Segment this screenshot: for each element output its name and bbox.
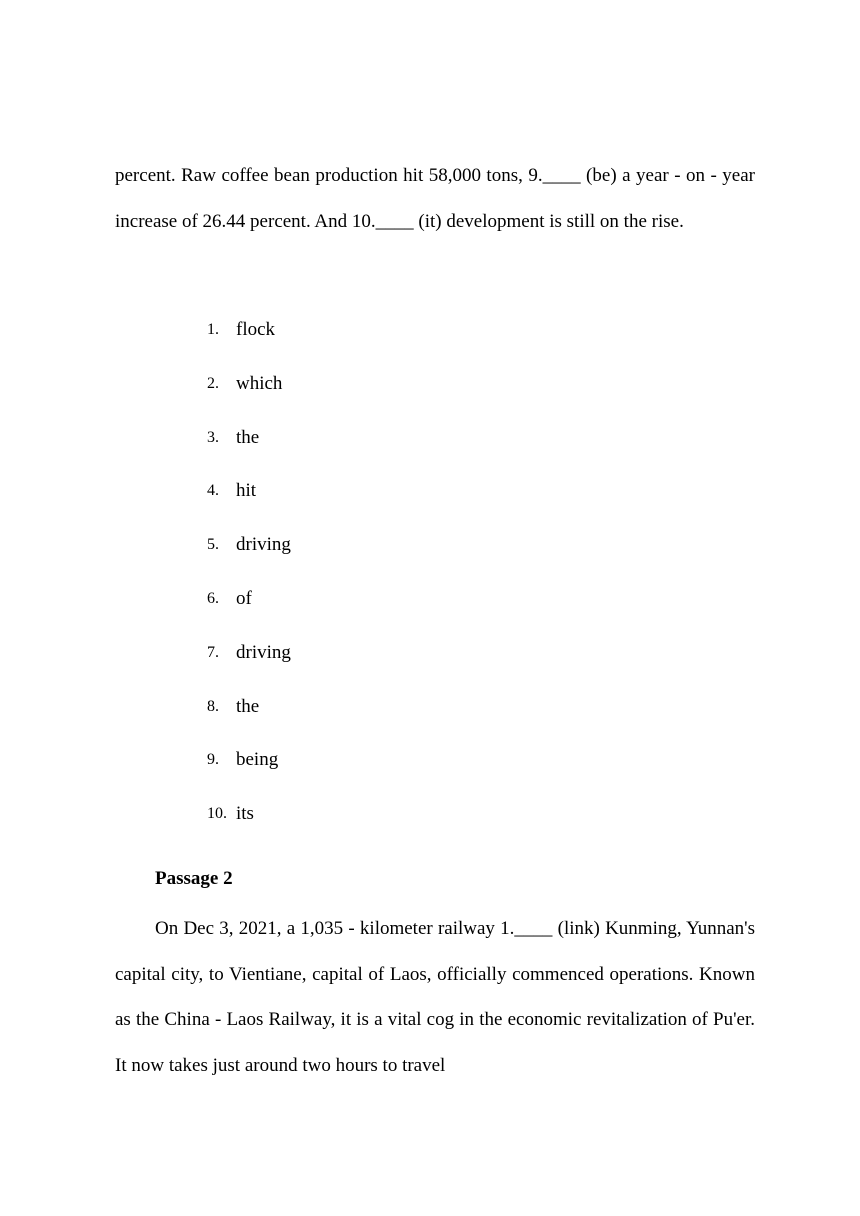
answer-number: 1. — [207, 321, 219, 338]
answer-number: 6. — [207, 589, 219, 607]
list-item — [0, 411, 860, 465]
list-item — [0, 680, 860, 734]
list-item — [0, 572, 860, 626]
answer-word: being — [236, 749, 279, 771]
passage2-heading: Passage 2 — [155, 868, 233, 889]
list-item — [0, 626, 860, 680]
answer-word: the — [236, 426, 260, 448]
answer-word: driving — [236, 641, 291, 663]
list-item — [0, 303, 860, 357]
answer-word: driving — [236, 534, 291, 556]
answer-number: 4. — [207, 482, 219, 500]
list-item — [0, 787, 860, 841]
answer-number: 9. — [207, 751, 219, 769]
passage1-tail-paragraph: percent. Raw coffee bean production hit 58,000 tons, 9.____ (be) a year - on - year increase of 26.44 percent. And 10.____ (it) development is still on the rise. — [115, 165, 755, 232]
answer-word: its — [236, 803, 254, 825]
answer-number: 2. — [207, 374, 219, 392]
list-item — [0, 464, 860, 518]
answer-number: 7. — [207, 643, 219, 661]
answer-word: of — [236, 587, 252, 609]
answer-word: the — [236, 695, 260, 717]
passage2-paragraph: On Dec 3, 2021, a 1,035 - kilometer railway 1.____ (link) Kunming, Yunnan's capital city, to Vientiane, capital of Laos, officially commenced operations. Known as the China - Laos Railway, it is a vital cog in the economic revitalization of Pu'er. It now takes just around two hours to travel — [115, 918, 755, 1076]
answer-number: 3. — [207, 428, 219, 446]
answer-word: flock — [236, 319, 276, 340]
answer-list — [0, 303, 860, 841]
answer-word: hit — [236, 480, 257, 502]
list-item — [0, 357, 860, 411]
list-item — [0, 733, 860, 787]
answer-number: 5. — [207, 536, 219, 554]
answer-word: which — [236, 372, 283, 394]
list-item — [0, 518, 860, 572]
answer-number: 10. — [207, 805, 227, 823]
answer-number: 8. — [207, 697, 219, 715]
